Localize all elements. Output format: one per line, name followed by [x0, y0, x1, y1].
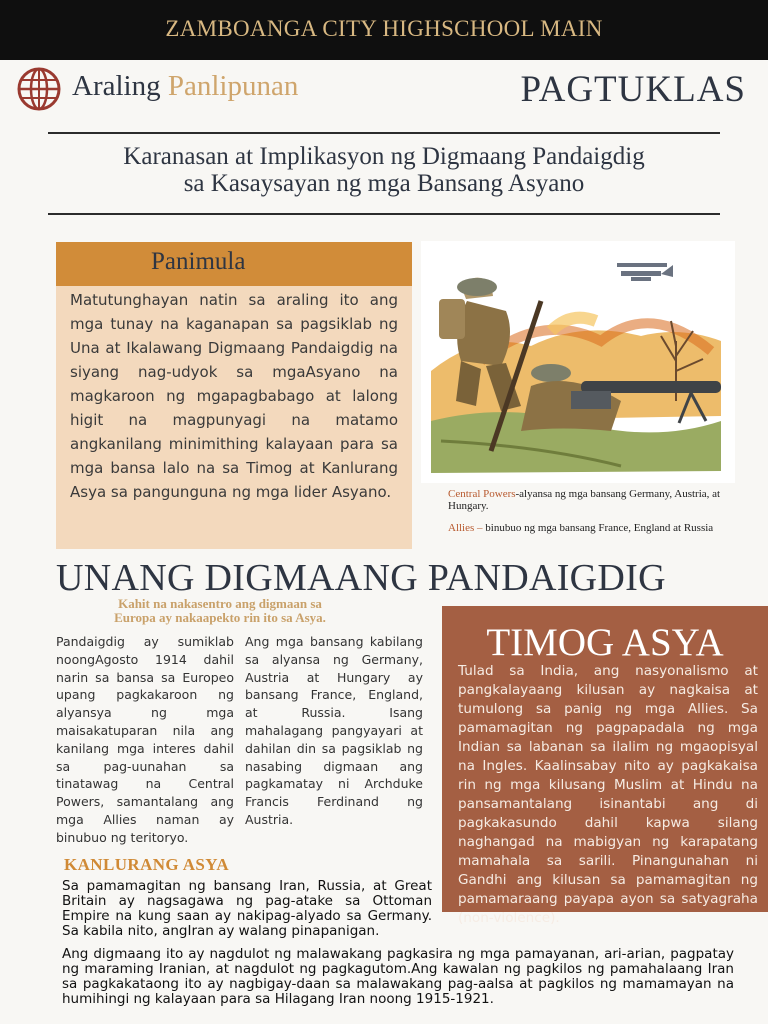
illustration-drawing [421, 241, 735, 483]
subject-word-1: Araling [72, 70, 161, 102]
top-banner [0, 0, 768, 60]
caption-central-text: -alyansa ng mga bansang Germany, Austria, at Hungary. [448, 488, 721, 512]
school-name: ZAMBOANGA CITY HIGHSCHOOL MAIN [165, 16, 603, 41]
caption-allies-key: Allies – [448, 522, 483, 534]
caption-allies-text: binubuo ng mga bansang France, England at Russia [482, 522, 714, 534]
globe-icon [15, 67, 63, 111]
soldiers-illustration [421, 241, 735, 483]
west-asia-body: Sa pamamagitan ng bansang Iran, Russia, at Great Britain ay nagsagawa ng pag-atake sa Ottoman Empire na kung saan ay nakipag-alyado sa Germany. Sa kabila nito, angIran ay walang pinapanigan. [62, 878, 432, 939]
south-asia-panel [442, 606, 768, 926]
divider-bottom [48, 213, 720, 215]
lesson-title-line-2: sa Kasaysayan ng mga Bansang Asyano [183, 170, 585, 197]
pull-quote-line-1: Kahit na nakasentro ang digmaan sa [118, 596, 322, 611]
pull-quote-line-2: Europa ay nakaapekto rin ito sa Asya. [114, 610, 326, 625]
lesson-title-line-1: Karanasan at Implikasyon ng Digmaang Pandaigdig [123, 143, 645, 170]
west-asia-closing: Ang digmaang ito ay nagdulot ng malawakang pagkasira ng mga pamayanan, ari-arian, pagpatay ng maraming Iranian, at nagdulot ng pagkagutom.Ang kawalan ng pagkilos ng pamahalaang Iran sa pagkakataong ito ay nagbigay-daan sa malawakang pag-aalsa at pagkilos ng mamamayan na humihingi ng kalayaan para sa Hilagang Iran noong 1915-1921. [62, 946, 734, 1007]
ww1-heading: UNANG DIGMAANG PANDAIGDIG [56, 557, 666, 599]
lesson-title [30, 143, 738, 197]
west-asia-heading: KANLURANG ASYA [64, 855, 230, 874]
caption-central-key: Central Powers [448, 488, 516, 500]
intro-heading: Panimula [56, 242, 412, 286]
south-asia-title: TIMOG ASYA [486, 621, 724, 664]
subject-title [72, 70, 298, 103]
divider-top [48, 132, 720, 134]
section-label: PAGTUKLAS [520, 69, 746, 110]
subject-word-2: Panlipunan [167, 70, 299, 102]
caption-central-powers [448, 488, 740, 512]
pull-quote [88, 597, 352, 625]
south-asia-body: Tulad sa India, ang nasyonalismo at pangkalayaang kilusan ay nagkaisa at tumulong sa panig ng mga Allies. Sa pamamagitan ng pagpapadala ng mga Indian sa labanan sa ilalim ng mgaopisyal na Ingles. Kaalinsabay nito ay pagkakaisa rin ng mga kilusang Muslim at Hindu na pansamantalang isinantabi ang di pagkakasundo dahil kapwa silang naghangad na mabigyan ng karapatang mamahala sa sarili. Pinangunahan ni Gandhi ang kilusan sa pamamagitan ng pamamaraang payapa ayon sa satyagraha (non-violence). [458, 663, 758, 926]
ww1-column-1: Pandaigdig ay sumiklab noongAgosto 1914 dahil narin sa bansa sa Europeo upang pagkakaroon ng alyansya ng mga maisakatuparan nila ang kanilang mga interes dahil sa pag-uunahan sa tinatawag na Central Powers, samantalang ang mga Allies naman ay binubuo ng teritoryo. [56, 634, 234, 845]
intro-body: Matutunghayan natin sa araling ito ang mga tunay na kaganapan sa pagsiklab ng Una at Ikalawang Digmaang Pandaigdig na siyang nag-udyok sa mgaAsyano na magkaroon ng mgapagbabago at lalong higit na magpunyagi na matamo angkanilang minimithing kalayaan para sa mga bansa lalo na sa Timog at Kanlurang Asya sa pangunguna ng mga lider Asyano. [56, 286, 412, 549]
caption-allies [448, 522, 740, 534]
ww1-column-2: Ang mga bansang kabilang sa alyansa ng Germany, Austria at Hungary ay bansang France, England, at Russia. Isang mahalagang pangyayari at dahilan din sa pagsiklab ng nasabing digmaan ang pagkamatay ni Archduke Francis Ferdinand ng Austria. [245, 634, 423, 827]
